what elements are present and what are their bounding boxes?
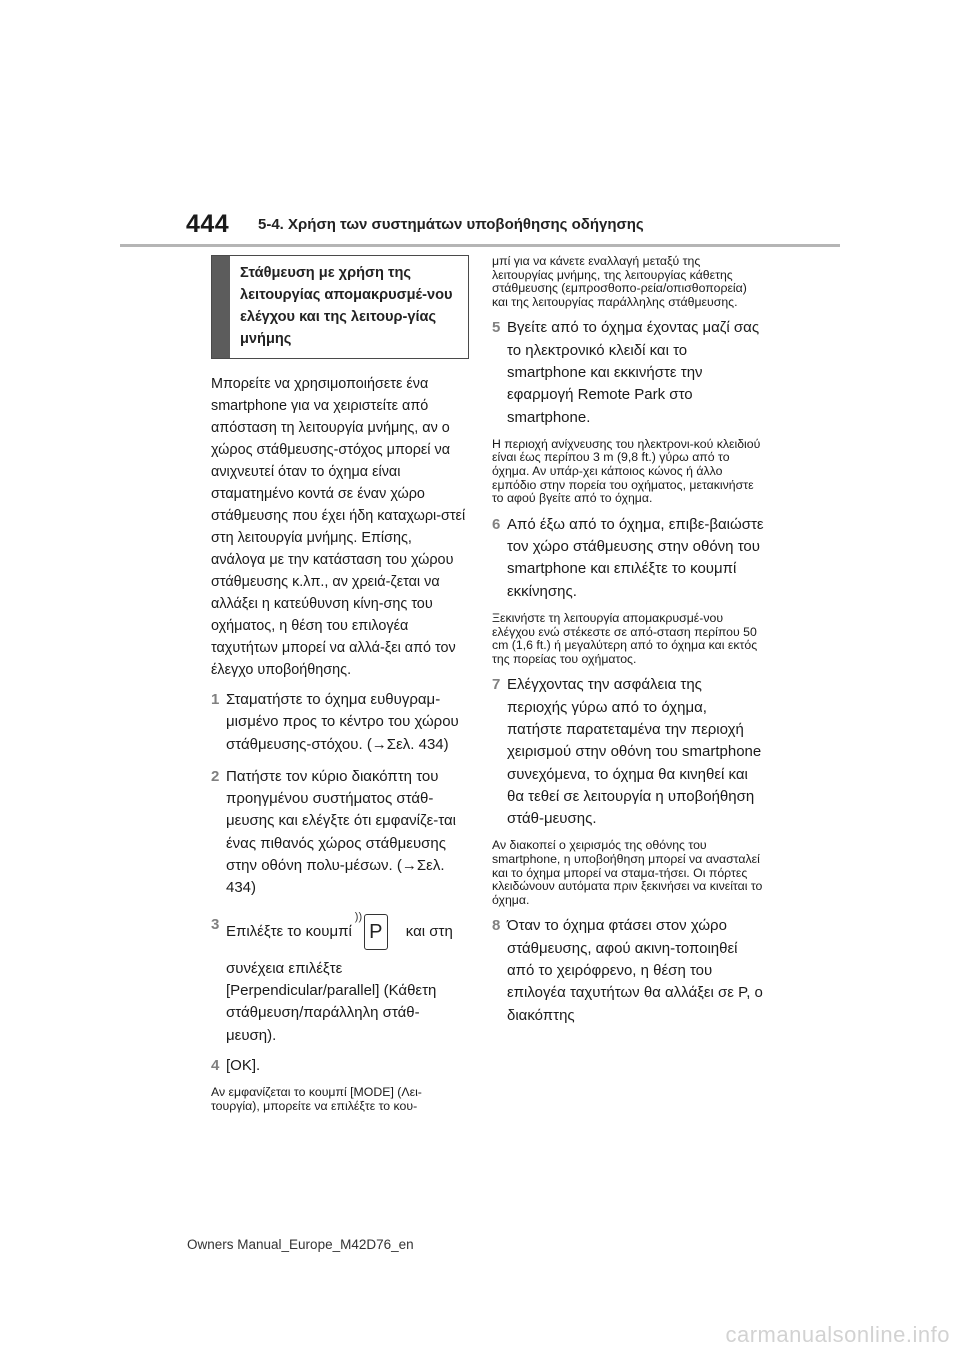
signal-waves-icon: )) — [354, 910, 363, 923]
footer-text: Owners Manual_Europe_M42D76_en — [187, 1237, 414, 1252]
step-3-text-rest: συνέχεια επιλέξτε [Perpendicular/parallel] (Κάθετη στάθμευση/παράλληλη στάθ-μευση). — [226, 959, 437, 1044]
step-3 — [211, 910, 469, 1047]
step-6 — [492, 514, 764, 603]
step-3-text-before: Επιλέξτε το κουμπί — [226, 922, 352, 940]
topic-bar — [212, 256, 230, 358]
watermark: carmanualsonline.info — [725, 1322, 950, 1347]
step-number: 1 — [211, 691, 220, 708]
distance-note: Ξεκινήστε τη λειτουργία απομακρυσμέ-νου ελέγχου ενώ στέκεστε σε από-σταση περίπου 50 cm (1,6 ft.) ή μεγαλύτερη από το όχημα και εκτός της πορείας του οχήματος. — [492, 611, 758, 666]
key-range-note: Η περιοχή ανίχνευσης του ηλεκτρονι-κού κλειδιού είναι έως περίπου 3 m (9,8 ft.) γύρω από το όχημα. Αν υπάρ-χει κάποιος κώνος ή άλλο εμπόδιο στην πορεία του οχήματος, μετακινήστε το αφού βγείτε από το όχημα. — [492, 436, 761, 506]
topic-box — [211, 255, 469, 359]
mode-button-note-continued: μπί για να κάνετε εναλλαγή μεταξύ της λειτουργίας μνήμης, της λειτουργίας κάθετης στάθμευσης (εμπροσθοπο-ρεία/οπισθοπορεία) και της λειτουργίας παράλληλης στάθμευσης. — [492, 254, 747, 309]
topic-title: Στάθμευση με χρήση της λειτουργίας απομακρυσμέ-νου ελέγχου και της λειτουρ-γίας μνήμης — [240, 265, 453, 347]
step-number: 3 — [211, 915, 220, 933]
step-number: 8 — [492, 917, 501, 935]
step-text: Βγείτε από το όχημα έχοντας μαζί σας το ηλεκτρονικό κλειδί και το smartphone και εκκινήστε την εφαρμογή Remote Park στο smartphone. — [507, 319, 760, 426]
park-icon-letter: P — [369, 920, 383, 943]
step-1 — [211, 689, 469, 756]
left-column — [211, 255, 469, 1121]
step-2 — [211, 766, 469, 900]
mode-button-note: Αν εμφανίζεται το κουμπί [MODE] (Λει-τουργία), μπορείτε να επιλέξτε το κου- — [211, 1085, 422, 1113]
step-number: 4 — [211, 1056, 220, 1074]
interruption-note: Αν διακοπεί ο χειρισμός της οθόνης του smartphone, η υποβοήθηση μπορεί να ανασταλεί και το όχημα μπορεί να σταμα-τήσει. Οι πόρτες κλειδώνουν αυτόματα πριν ξεκινήσει να κινείται το όχημα. — [492, 838, 763, 907]
step-5 — [492, 317, 764, 428]
header-divider — [120, 244, 840, 247]
page-number: 444 — [186, 210, 230, 238]
step-8 — [492, 915, 764, 1026]
step-4 — [211, 1055, 469, 1077]
step-3-text-after: και στη — [405, 922, 453, 940]
step-number: 6 — [492, 515, 501, 533]
step-text: Πατήστε τον κύριο διακόπτη του προηγμένου συστήματος στάθ-μευσης και ελέγξτε ότι εμφανίζε-ται ένας πιθανός χώρος στάθμευσης στην οθόνη πολυ-μέσων. (→Σελ. 434) — [226, 767, 457, 897]
step-text: Όταν το όχημα φτάσει στον χώρο στάθμευσης, αφού ακινη-τοποιηθεί από το χειρόφρενο, η θέση του επιλογέα ταχυτήτων θα αλλάξει σε P, ο διακόπτης — [507, 917, 763, 1024]
step-text: Σταματήστε το όχημα ευθυγραμ-μισμένο προς το κέντρο του χώρου στάθμευσης-στόχου. (→Σελ. 434) — [226, 691, 459, 753]
step-text — [226, 910, 469, 1047]
right-column — [492, 255, 764, 1027]
step-number: 5 — [492, 319, 501, 337]
step-text: Από έξω από το όχημα, επιβε-βαιώστε τον χώρο στάθμευσης στην οθόνη του smartphone και επιλέξτε το κουμπί εκκίνησης. — [507, 515, 764, 600]
step-text: [OK]. — [226, 1056, 261, 1074]
section-title: 5-4. Χρήση των συστημάτων υποβοήθησης οδήγησης — [258, 216, 644, 233]
step-number: 2 — [211, 767, 220, 785]
intro-paragraph: Μπορείτε να χρησιμοποιήσετε ένα smartphone για να χειριστείτε από απόσταση τη λειτουργία μνήμης, αν ο χώρος στάθμευσης-στόχος μπορεί να ανιχνευτεί όταν το όχημα είναι σταματημένο κοντά σε έναν χώρο στάθμευσης που έχει ήδη καταχωρι-στεί στη λειτουργία μνήμης. Επίσης, ανάλογα με την κατάσταση του χώρου στάθμευσης κ.λπ., αν χρειά-ζεται να αλλάξει η κατεύθυνση κίνη-σης του οχήματος, η θέση του επιλογέα ταχυτήτων μπορεί να αλλά-ξει από τον έλεγχο υποβοήθησης. — [211, 376, 466, 678]
step-7 — [492, 674, 764, 830]
step-number: 7 — [492, 676, 501, 694]
park-button-icon — [354, 910, 388, 950]
step-text: Ελέγχοντας την ασφάλεια της περιοχής γύρω από το όχημα, πατήστε παρατεταμένα την περιοχή χειρισμού στην οθόνη του smartphone συνεχόμενα, το όχημα θα κινηθεί και θα τεθεί σε λειτουργία η υποβοήθηση στάθ-μευσης. — [507, 676, 762, 828]
